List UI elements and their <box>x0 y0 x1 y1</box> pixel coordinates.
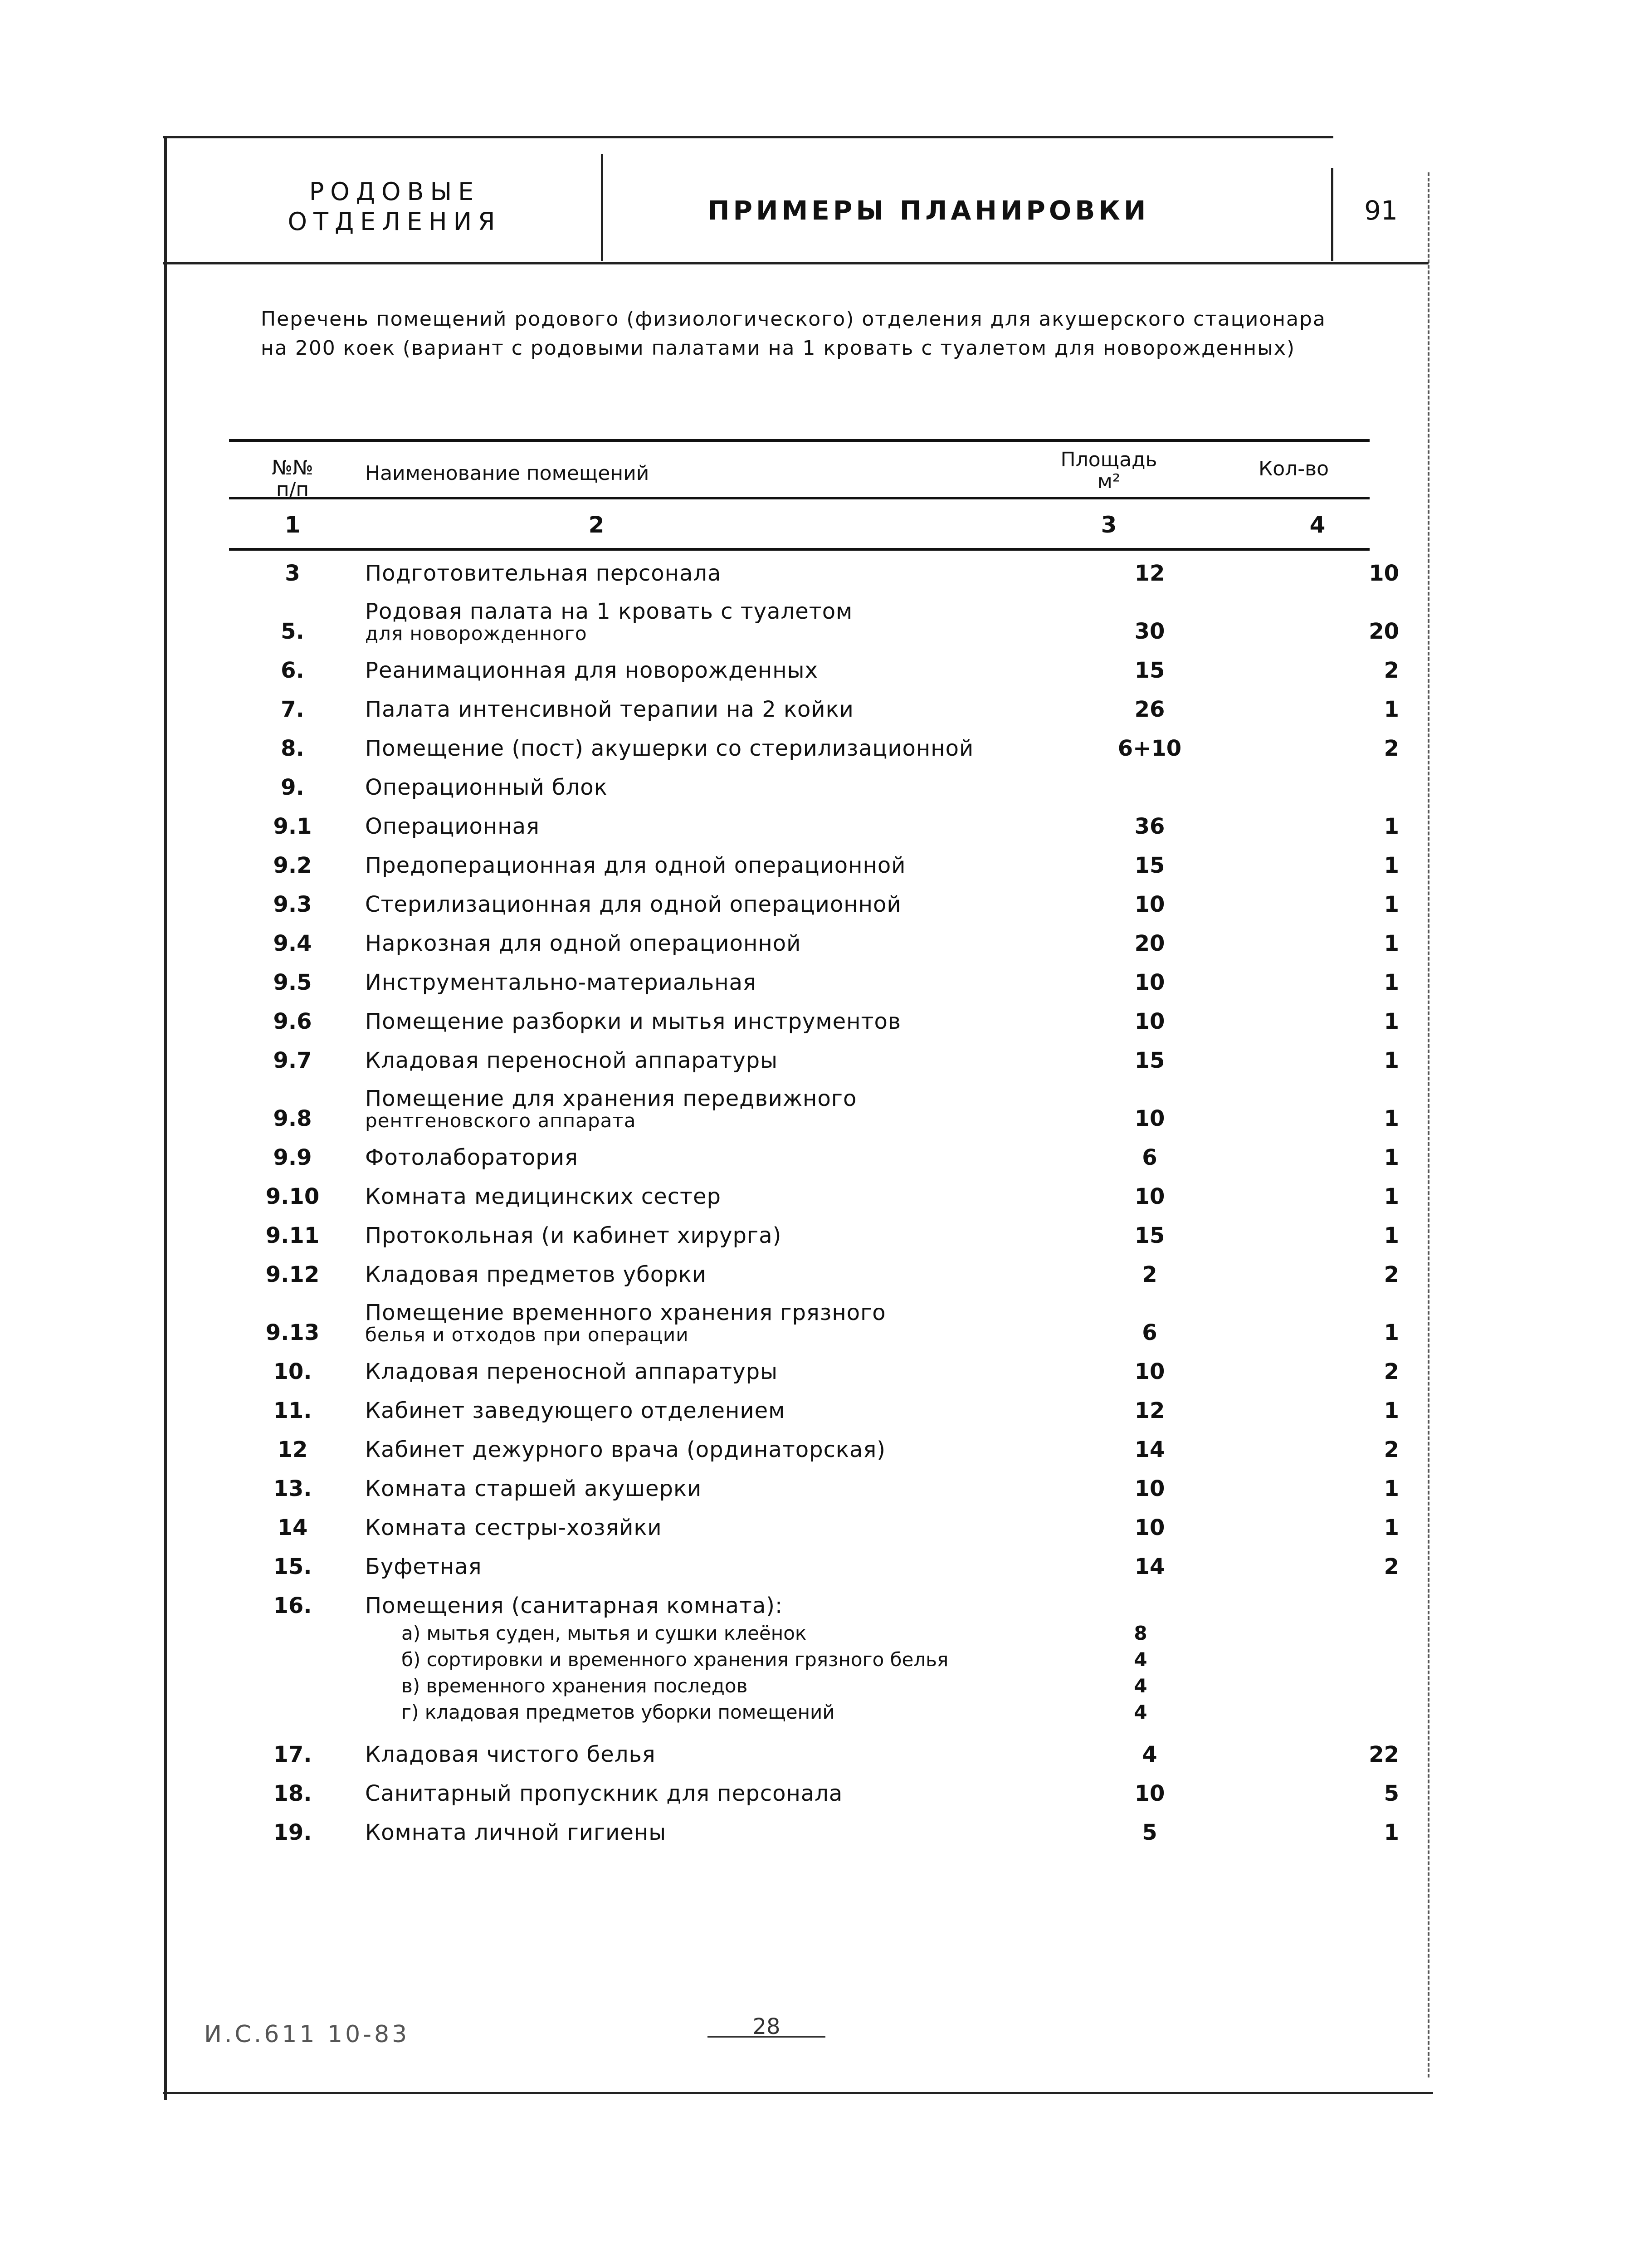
row-number: 5. <box>281 619 304 644</box>
header-section-line2: ОТДЕЛЕНИЯ <box>288 207 502 236</box>
table-row <box>229 1262 1399 1287</box>
row-area: 6+10 <box>1117 736 1182 761</box>
row-quantity: 1 <box>1384 1320 1399 1345</box>
table-row <box>229 853 1399 878</box>
table-row <box>229 1300 1399 1346</box>
row-area: 10 <box>1134 1781 1165 1806</box>
row-area: 4 <box>1142 1742 1157 1767</box>
row-number: 11. <box>273 1398 312 1423</box>
row-name: Санитарный пропускник для персонала <box>365 1781 843 1806</box>
row-area: 10 <box>1134 1359 1165 1384</box>
header-cell-qty: Кол-во <box>1258 457 1329 480</box>
row-name: Фотолаборатория <box>365 1145 578 1170</box>
column-number-4: 4 <box>1309 512 1326 538</box>
row-quantity: 1 <box>1384 814 1399 839</box>
row-name: Предоперационная для одной операционной <box>365 853 906 878</box>
table-row <box>229 736 1399 761</box>
row-number: 13. <box>273 1476 312 1501</box>
row-quantity: 1 <box>1384 1398 1399 1423</box>
header-area-line1: Площадь <box>1060 448 1157 471</box>
header-number-line1: №№ <box>272 456 313 479</box>
row-area: 10 <box>1134 1184 1165 1209</box>
subitem-row <box>401 1620 1370 1647</box>
row-number: 9.4 <box>273 931 312 956</box>
row-number: 9.3 <box>273 892 312 917</box>
table-row <box>229 1048 1399 1073</box>
row-quantity: 2 <box>1384 1262 1399 1287</box>
row-name: Палата интенсивной терапии на 2 койки <box>365 697 854 722</box>
row-area: 15 <box>1134 1048 1165 1073</box>
row-area: 6 <box>1142 1320 1157 1345</box>
row-name: Помещения (санитарная комната): <box>365 1593 783 1618</box>
subitem-name: г) кладовая предметов уборки помещений <box>401 1701 835 1723</box>
table-row <box>229 970 1399 995</box>
caption-line2: на 200 коек (вариант с родовыми палатами на 1 кровать с туалетом для новорожденных) <box>261 337 1296 360</box>
table-row <box>229 1781 1399 1806</box>
table-row <box>229 1145 1399 1170</box>
row-number: 19. <box>273 1820 312 1845</box>
row-name: Протокольная (и кабинет хирурга) <box>365 1223 782 1248</box>
row-area: 26 <box>1134 697 1165 722</box>
row-number: 9.9 <box>273 1145 312 1170</box>
row-name <box>356 1087 1063 1131</box>
row-number: 9.2 <box>273 853 312 878</box>
table-row <box>229 1184 1399 1209</box>
header-divider-right <box>1331 168 1333 261</box>
table-row <box>229 1437 1399 1462</box>
row-name: Кладовая чистого белья <box>365 1742 656 1767</box>
row-name <box>356 1301 1063 1345</box>
row-number: 15. <box>273 1554 312 1579</box>
table-header-rule <box>229 497 1370 499</box>
subitem-row <box>401 1647 1370 1673</box>
row-quantity: 2 <box>1384 1359 1399 1384</box>
table-row <box>229 599 1399 645</box>
row-quantity: 1 <box>1384 1184 1399 1209</box>
row-quantity: 1 <box>1384 1145 1399 1170</box>
header-number-line2: п/п <box>276 478 309 501</box>
row-name: Стерилизационная для одной операционной <box>365 892 902 917</box>
table-row <box>229 1398 1399 1423</box>
row-number: 12 <box>277 1437 308 1462</box>
row-number: 18. <box>273 1781 312 1806</box>
row-number: 14 <box>277 1515 308 1540</box>
frame-right-border <box>1428 172 1429 2077</box>
caption-line1: Перечень помещений родового (физиологического) отделения для акушерского стационара <box>261 308 1326 331</box>
row-number: 9.13 <box>265 1320 320 1345</box>
row-number: 9.12 <box>265 1262 320 1287</box>
row-quantity: 1 <box>1384 697 1399 722</box>
row-area: 5 <box>1142 1820 1157 1845</box>
subitem-name: в) временного хранения последов <box>401 1675 748 1697</box>
row-area: 20 <box>1134 931 1165 956</box>
subitem-area: 4 <box>1134 1675 1147 1697</box>
row-name: Инструментально-материальная <box>365 970 756 995</box>
table-row <box>229 658 1399 683</box>
row-name: Буфетная <box>365 1554 482 1579</box>
row-number: 7. <box>281 697 304 722</box>
row-name: Кладовая предметов уборки <box>365 1262 707 1287</box>
table-row <box>229 892 1399 917</box>
row-area: 12 <box>1134 561 1165 586</box>
row-name: Помещение разборки и мытья инструментов <box>365 1009 902 1034</box>
table-row <box>229 775 1370 800</box>
row-area: 15 <box>1134 658 1165 683</box>
header-cell-area <box>1000 449 1218 493</box>
row-area: 10 <box>1134 1009 1165 1034</box>
row-name: Комната старшей акушерки <box>365 1476 702 1501</box>
header-bottom-border <box>163 262 1429 264</box>
row-quantity: 2 <box>1384 1437 1399 1462</box>
header-page-number: 91 <box>1364 195 1398 226</box>
row-quantity: 22 <box>1369 1742 1399 1767</box>
row-quantity: 2 <box>1384 736 1399 761</box>
row-quantity: 1 <box>1384 1106 1399 1131</box>
row-area: 10 <box>1134 1515 1165 1540</box>
row-name: Комната личной гигиены <box>365 1820 667 1845</box>
row-name-line2: белья и отходов при операции <box>365 1324 689 1346</box>
row-quantity: 1 <box>1384 1048 1399 1073</box>
row-number: 16. <box>273 1593 312 1618</box>
row-number: 9.7 <box>273 1048 312 1073</box>
row-quantity: 1 <box>1384 1009 1399 1034</box>
row-name: Операционный блок <box>365 775 608 800</box>
row-area: 2 <box>1142 1262 1157 1287</box>
row-number: 9.5 <box>273 970 312 995</box>
row-name <box>356 600 1063 644</box>
row-number: 9.1 <box>273 814 312 839</box>
table-row <box>229 561 1399 586</box>
row-quantity: 5 <box>1384 1781 1399 1806</box>
row-quantity: 2 <box>1384 1554 1399 1579</box>
table-row <box>229 1820 1399 1845</box>
sanitary-room-subitems <box>356 1620 1370 1725</box>
row-area: 10 <box>1134 892 1165 917</box>
frame-left-border <box>164 136 167 2100</box>
table-row <box>229 931 1399 956</box>
row-number: 9. <box>281 775 304 800</box>
table-column-numbers-rule <box>229 548 1370 551</box>
row-name-line1: Помещение для хранения передвижного <box>365 1086 857 1111</box>
subitem-area: 8 <box>1134 1622 1147 1644</box>
row-number: 9.6 <box>273 1009 312 1034</box>
subitem-area: 4 <box>1134 1701 1147 1723</box>
column-number-2: 2 <box>588 512 605 538</box>
table-caption <box>261 305 1390 363</box>
row-name: Операционная <box>365 814 540 839</box>
row-name: Наркозная для одной операционной <box>365 931 801 956</box>
subitem-row <box>401 1699 1370 1725</box>
row-quantity: 10 <box>1369 561 1399 586</box>
row-name: Комната медицинских сестер <box>365 1184 721 1209</box>
row-area: 10 <box>1134 1476 1165 1501</box>
row-quantity: 1 <box>1384 1223 1399 1248</box>
table-row <box>229 1742 1399 1767</box>
row-quantity: 1 <box>1384 892 1399 917</box>
header-section-line1: РОДОВЫЕ <box>309 177 480 206</box>
column-number-3: 3 <box>1101 512 1117 538</box>
row-name: Реанимационная для новорожденных <box>365 658 818 683</box>
header-divider-left <box>601 154 603 261</box>
row-name-line2: для новорожденного <box>365 622 587 645</box>
row-number: 10. <box>273 1359 312 1384</box>
header-cell-number <box>229 457 356 501</box>
row-name-line1: Помещение временного хранения грязного <box>365 1300 886 1325</box>
row-area: 14 <box>1134 1437 1165 1462</box>
footer-page-underline <box>707 2036 825 2038</box>
row-quantity: 1 <box>1384 1476 1399 1501</box>
row-number: 9.11 <box>265 1223 320 1248</box>
document-code: И.С.611 10-83 <box>204 2021 410 2048</box>
column-number-1: 1 <box>284 512 301 538</box>
table-row <box>229 1009 1399 1034</box>
table-top-rule <box>229 439 1370 442</box>
header-area-line2: м² <box>1097 470 1121 493</box>
table-row <box>229 1515 1399 1540</box>
row-name: Кладовая переносной аппаратуры <box>365 1048 778 1073</box>
row-name: Кабинет дежурного врача (ординаторская) <box>365 1437 886 1462</box>
row-quantity: 1 <box>1384 931 1399 956</box>
row-quantity: 1 <box>1384 1820 1399 1845</box>
footer-page-number: 28 <box>752 2014 780 2039</box>
row-quantity: 1 <box>1384 1515 1399 1540</box>
table-row <box>229 1223 1399 1248</box>
row-number: 9.10 <box>265 1184 320 1209</box>
subitem-name: б) сортировки и временного хранения грязного белья <box>401 1648 949 1671</box>
row-area: 6 <box>1142 1145 1157 1170</box>
header-cell-name <box>365 463 1045 484</box>
row-number: 6. <box>281 658 304 683</box>
frame-top-border <box>163 136 1333 138</box>
row-area: 15 <box>1134 1223 1165 1248</box>
row-area: 14 <box>1134 1554 1165 1579</box>
table-row <box>229 1554 1399 1579</box>
table-body <box>229 561 1399 1859</box>
table-row <box>229 1359 1399 1384</box>
header-title: ПРИМЕРЫ ПЛАНИРОВКИ <box>707 195 1150 226</box>
table-row <box>229 1593 1370 1618</box>
row-area: 30 <box>1134 619 1165 644</box>
subitem-area: 4 <box>1134 1648 1147 1671</box>
row-name-line1: Родовая палата на 1 кровать с туалетом <box>365 599 853 624</box>
row-area: 12 <box>1134 1398 1165 1423</box>
row-quantity: 1 <box>1384 970 1399 995</box>
table-row <box>229 1476 1399 1501</box>
table-row <box>229 814 1399 839</box>
row-name: Подготовительная персонала <box>365 561 722 586</box>
header-name-text: Наименование помещений <box>365 462 649 485</box>
row-area: 36 <box>1134 814 1165 839</box>
row-name: Комната сестры-хозяйки <box>365 1515 662 1540</box>
row-number: 17. <box>273 1742 312 1767</box>
row-name-line2: рентгеновского аппарата <box>365 1110 636 1132</box>
row-number: 9.8 <box>273 1106 312 1131</box>
row-number: 3 <box>285 561 300 586</box>
header-section-name <box>254 177 535 237</box>
row-name: Кабинет заведующего отделением <box>365 1398 785 1423</box>
row-area: 10 <box>1134 970 1165 995</box>
row-name: Помещение (пост) акушерки со стерилизационной <box>365 736 974 761</box>
subitem-name: а) мытья суден, мытья и сушки клеёнок <box>401 1622 807 1644</box>
table-row <box>229 697 1399 722</box>
subitem-row <box>401 1673 1370 1699</box>
frame-bottom-border <box>163 2092 1433 2094</box>
table-row <box>229 1086 1399 1132</box>
row-quantity: 20 <box>1369 619 1399 644</box>
row-quantity: 1 <box>1384 853 1399 878</box>
row-area: 10 <box>1134 1106 1165 1131</box>
row-name: Кладовая переносной аппаратуры <box>365 1359 778 1384</box>
row-number: 8. <box>281 736 304 761</box>
row-quantity: 2 <box>1384 658 1399 683</box>
row-area: 15 <box>1134 853 1165 878</box>
